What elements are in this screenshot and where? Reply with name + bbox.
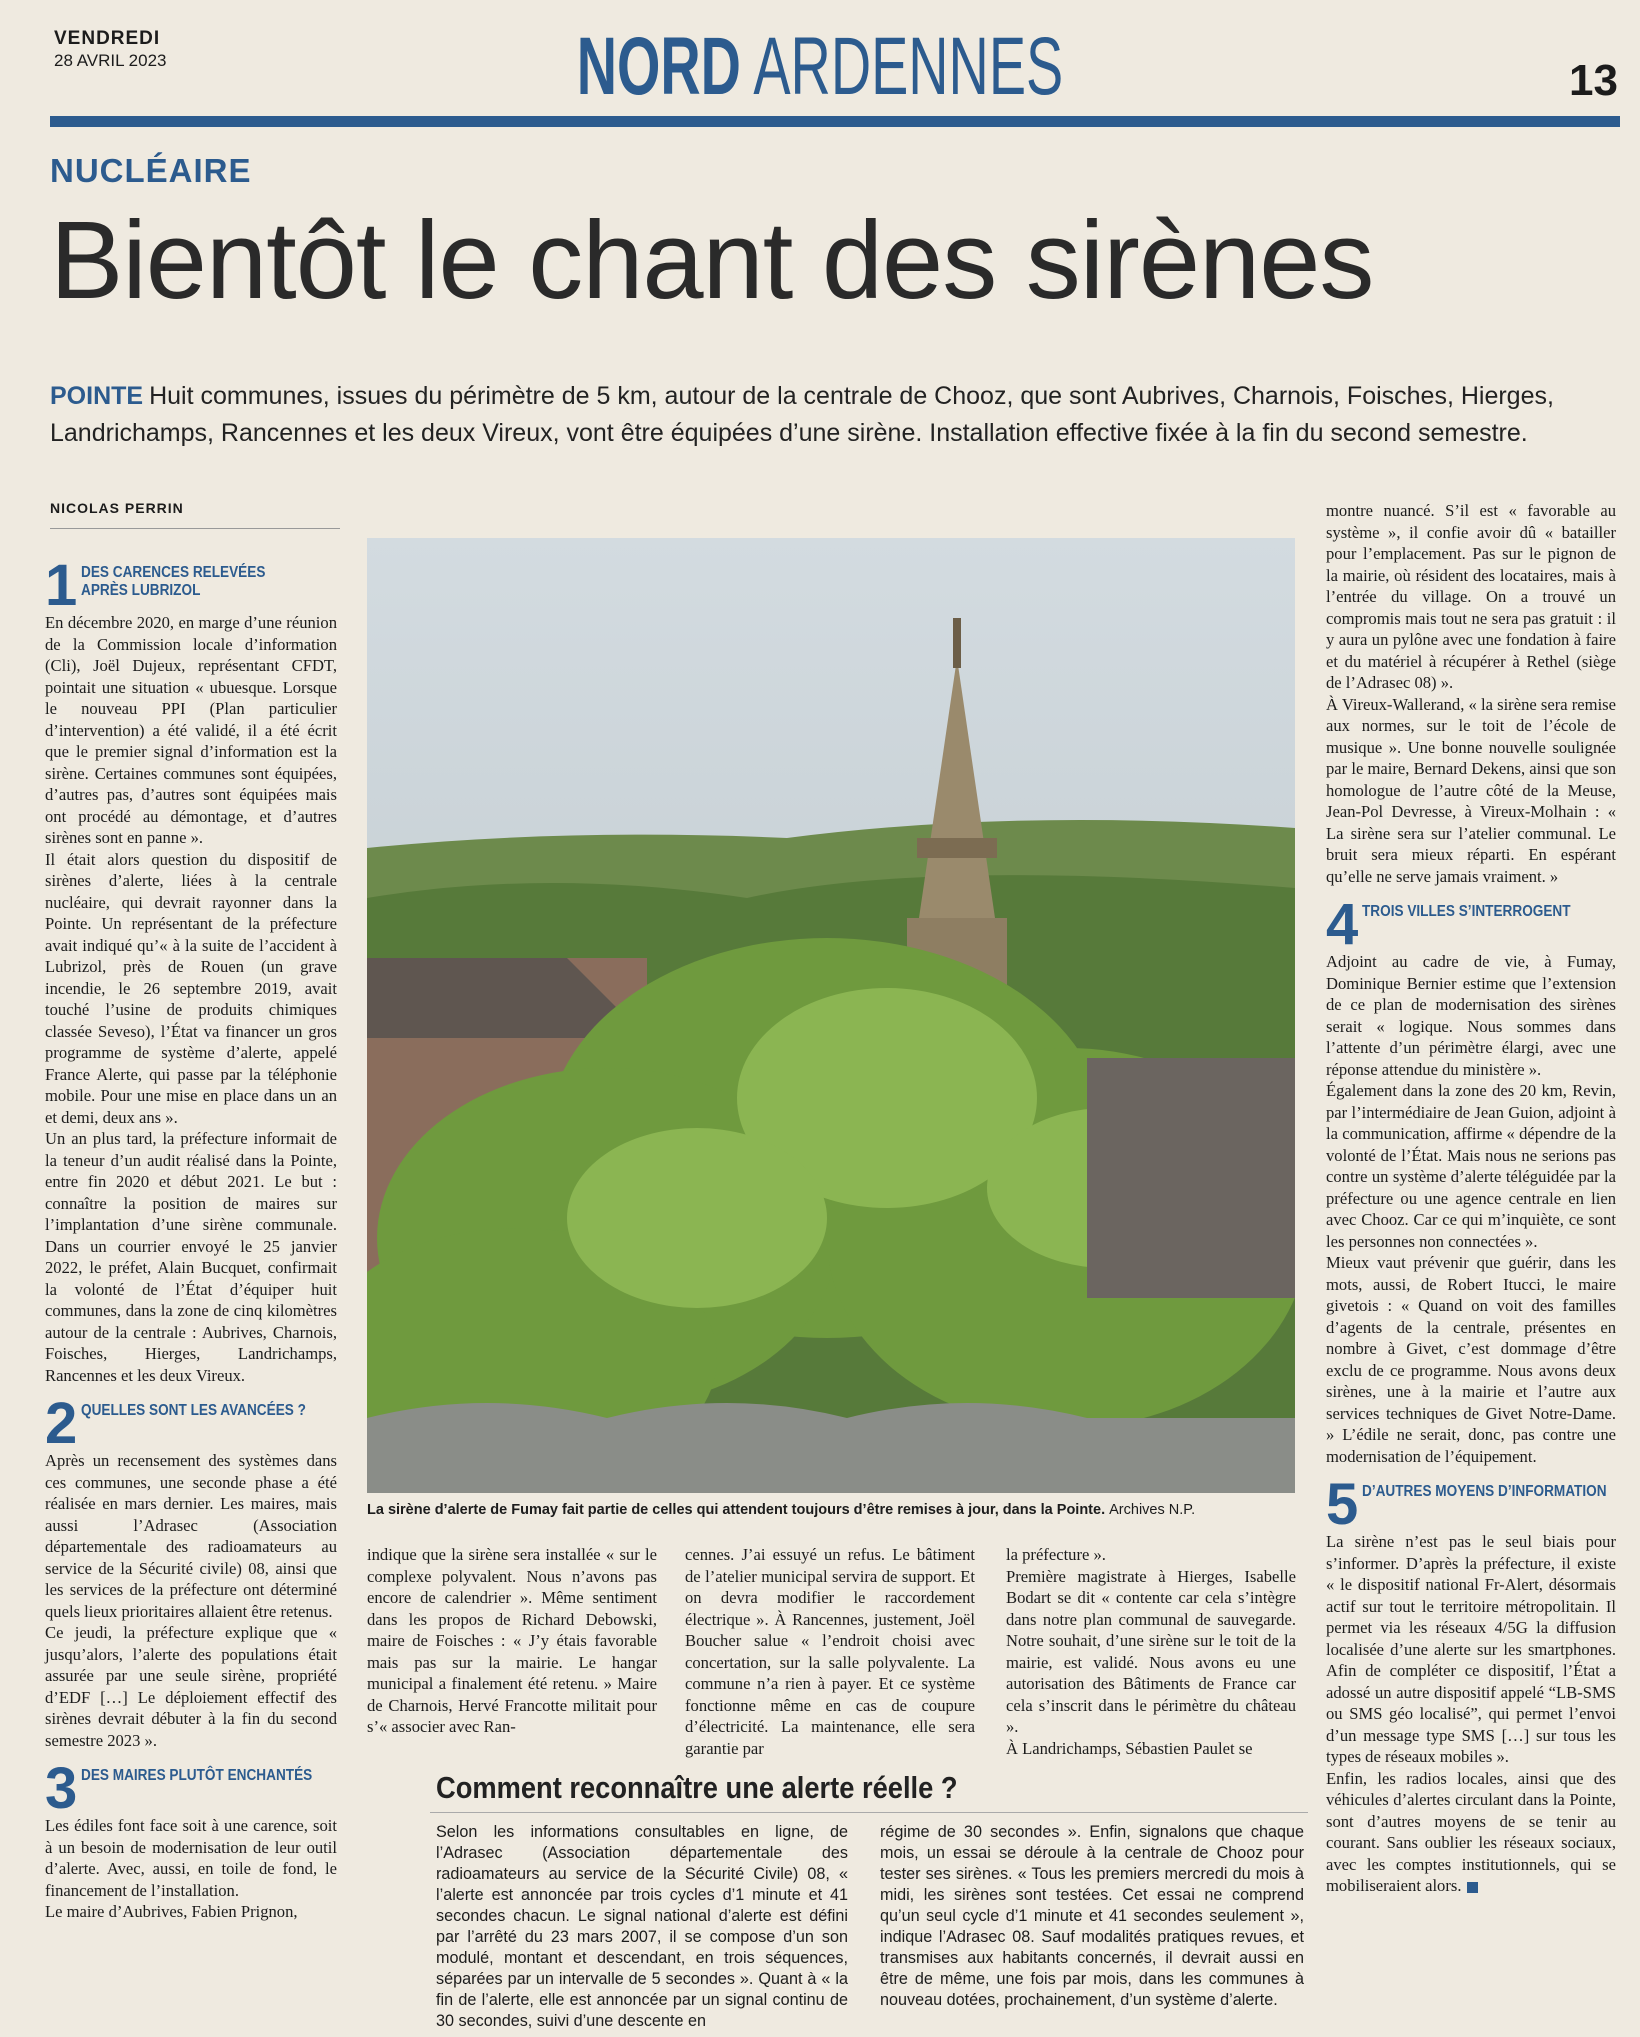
article-column-2 xyxy=(367,1544,657,1738)
byline-rule xyxy=(50,528,340,529)
section-title-bold: NORD xyxy=(576,21,741,112)
issue-date xyxy=(54,28,166,71)
paragraph: cennes. J’ai essuyé un refus. Le bâtiment de l’atelier municipal servira de support. Et on devra modifier le raccordement électrique ». À Rancennes, justement, Joël Boucher salue « l’endroit choisi avec concertation, sur la salle polyvalente. La commune n’a rien à payer. Et ce système fonctionne même en cas de coupure d’électricité. La maintenance, elle sera garantie par xyxy=(685,1545,975,1758)
paragraph: En décembre 2020, en marge d’une réunion de la Commission locale d’information (Cli), Joël Dujeux, représentant CFDT, pointait une situation « ubuesque. Lorsque le nouveau PPI (Plan particulier d’intervention) a été validé, il a été écrit que le premier signal d’information est la sirène. Certaines communes sont équipées, d’autres pas, d’autres sont équipées mais ont procédé au démontage, et d’autres sirènes sont en panne ». xyxy=(45,613,337,847)
closing-text: Enfin, les radios locales, ainsi que des véhicules d’alertes circulant dans la Pointe, sont d’autres moyens de se tenir au courant. Sans oublier les réseaux sociaux, avec les comptes institutionnels, qui se mobiliseraient alors. xyxy=(1326,1768,1616,1895)
paragraph: Mieux vaut prévenir que guérir, dans les mots, aussi, de Robert Itucci, le maire givetois : « Quand on voit des familles d’agents de la centrale, présentes en nombre à Givet, c’est dommage d’être exclu de ce programme. Nous avons deux sirènes, une à la mairie et l’autre aux services techniques de Givet Notre-Dame. » L’édile ne serait, donc, pas contre une modernisation de l’équipement. xyxy=(1326,1253,1616,1466)
paragraph: La sirène n’est pas le seul biais pour s’informer. D’après la préfecture, il existe « le dispositif national Fr-Alert, désormais actif sur tout le territoire métropolitain. Il permet via les réseaux 4/5G la diffusion localisée d’une alerte sur les smartphones. Afin de compléter ce dispositif, l’État a adossé un autre dispositif appelé “LB-SMS ou SMS géo localisé”, qui permet l’envoi d’un message type SMS […] sur tous les types de réseaux mobiles ». xyxy=(1326,1532,1616,1766)
end-mark-icon xyxy=(1467,1882,1478,1893)
paragraph: Adjoint au cadre de vie, à Fumay, Dominique Bernier estime que l’extension de ce plan de modernisation des sirènes serait « logique. Nous sommes dans l’attente d’un périmètre élargi, avec une réponse attendue du ministère ». xyxy=(1326,952,1616,1079)
photo-caption xyxy=(367,1502,1307,1518)
section-5-number: 5 xyxy=(1326,1472,1359,1537)
caption-text: La sirène d’alerte de Fumay fait partie de celles qui attendent toujours d’être remises à jour, dans la Pointe. xyxy=(367,1502,1106,1518)
article-column-4 xyxy=(1006,1544,1296,1759)
paragraph: Les édiles font face soit à une carence, soit à un besoin de modernisation de leur outil d’alerte. Avec, aussi, en toile de fond, le financement de l’installation. xyxy=(45,1816,337,1900)
article-kicker: NUCLÉAIRE xyxy=(50,152,252,189)
paragraph: Un an plus tard, la préfecture informait de la teneur d’un audit réalisé dans la Pointe, entre fin 2020 et début 2021. Le but : connaître la position de maires sur l’implantation d’une sirène communale. Dans un courrier envoyé le 25 janvier 2022, le préfet, Alain Bucquet, confirmait la volonté de l’État d’équiper huit communes, dans la zone de cinq kilomètres autour de la centrale : Aubrives, Charnois, Foisches, Hierges, Landrichamps, Rancennes et les deux Vireux. xyxy=(45,1129,337,1385)
paragraph: Le maire d’Aubrives, Fabien Prignon, xyxy=(45,1902,298,1921)
section-5-title: D’AUTRES MOYENS D’INFORMATION xyxy=(1362,1483,1607,1500)
paragraph xyxy=(1326,1768,1616,1897)
section-5-heading xyxy=(1326,1472,1616,1537)
section-3-heading xyxy=(45,1756,337,1821)
paragraph: indique que la sirène sera installée « sur le complexe polyvalent. Nous n’avons pas encore de calendrier ». Même sentiment dans les propos de Richard Debowski, maire de Foisches : « J’y étais favorable mais pas sur la mairie. Le hangar municipal a finalement été retenu. » Maire de Charnois, Hervé Francotte militait pour s’« associer avec Ran- xyxy=(367,1545,657,1736)
article-column-1 xyxy=(45,553,337,1923)
section-2-number: 2 xyxy=(45,1391,78,1456)
photo-credit: Archives N.P. xyxy=(1109,1502,1196,1518)
section-1-number: 1 xyxy=(45,553,78,618)
standfirst-text: Huit communes, issues du périmètre de 5 km, autour de la centrale de Chooz, que sont Aubrives, Charnois, Foisches, Hierges, Landrichamps, Rancennes et les deux Vireux, vont être équipées d’une sirène. Installation effective fixée à la fin du second semestre. xyxy=(50,382,1554,447)
paragraph: Ce jeudi, la préfecture explique que « jusqu’alors, l’alerte des populations était assurée par une seule sirène, propriété d’EDF […] Le déploiement effectif des sirènes devrait débuter à la fin du second semestre 2023 ». xyxy=(45,1623,337,1750)
page-number: 13 xyxy=(1569,56,1618,105)
section-title-light: ARDENNES xyxy=(753,21,1064,112)
section-1-heading xyxy=(45,553,337,618)
section-3-title: DES MAIRES PLUTÔT ENCHANTÉS xyxy=(81,1767,313,1784)
issue-date-text: 28 AVRIL 2023 xyxy=(54,50,167,70)
church-spire-photo xyxy=(367,538,1295,1493)
header-rule xyxy=(50,116,1620,127)
info-box xyxy=(430,1770,1308,2030)
section-1-title xyxy=(81,562,265,600)
article-column-5 xyxy=(1326,500,1616,1897)
info-box-title: Comment reconnaître une alerte réelle ? xyxy=(436,1770,958,1805)
section-4-number: 4 xyxy=(1326,892,1359,957)
section-2-heading xyxy=(45,1391,337,1456)
section-title xyxy=(262,21,1377,112)
section-1-title-line1: DES CARENCES RELEVÉES xyxy=(81,564,266,581)
paragraph: Il était alors question du dispositif de sirènes d’alerte, liées à la centrale nucléaire, qui devrait rayonner dans la Pointe. Un représentant de la préfecture avait indiqué qu’« à la suite de l’accident à Lubrizol, près de Rouen (un grave incendie, le 26 septembre 2019, avait touché l’usine de produits chimiques classée Seveso), l’État va financer un gros programme de système d’alerte, appelé France Alerte, qui passe par la téléphonie mobile. Pour une mise en place dans un an et demi, deux ans ». xyxy=(45,849,337,1127)
article-headline: Bientôt le chant des sirènes xyxy=(50,199,1374,322)
article-standfirst xyxy=(50,378,1595,452)
paragraph: À Landrichamps, Sébastien Paulet se xyxy=(1006,1738,1253,1758)
section-4-title: TROIS VILLES S’INTERROGENT xyxy=(1362,903,1571,920)
section-4-heading xyxy=(1326,892,1616,957)
section-1-title-line2: APRÈS LUBRIZOL xyxy=(81,582,201,599)
paragraph: la préfecture ». xyxy=(1006,1545,1106,1564)
section-2-title: QUELLES SONT LES AVANCÉES ? xyxy=(81,1402,307,1419)
paragraph: montre nuancé. S’il est « favorable au système », il confie avoir dû « batailler pour l’emplacement. Pas sur le pignon de la mairie, où résident des locataires, mais à l’entrée du village. On a trouvé un compromis mais tout ne sera pas gratuit : il y aura un pylône avec une fondation à faire et du matériel à récupérer à Rethel (siège de l’Adrasec 08) ». xyxy=(1326,501,1616,692)
info-box-column-2: régime de 30 secondes ». Enfin, signalons que chaque mois, un essai se déroule à la centrale de Chooz pour tester ses sirènes. « Tous les premiers mercredi du mois à midi, les sirènes sont testées. Cet essai ne comprend qu’un seul cycle d’1 minute et 41 secondes seulement », indique l’Adrasec 08. Sauf modalités pratiques revues, et transmises aux habitants concernés, il devrait aussi en être de même, une fois par mois, dans les communes à nouveau dotées, prochainement, d’un système d’alerte. xyxy=(880,1823,1304,2009)
paragraph: À Vireux-Wallerand, « la sirène sera remise aux normes, sur le toit de l’école de musique ». Une bonne nouvelle soulignée par le maire, Bernard Dekens, ainsi que son homologue de l’autre côté de la Meuse, Jean-Pol Devresse, à Vireux-Molhain : « La sirène sera sur l’atelier communal. Le bruit sera mieux réparti. En espérant qu’elle ne serve jamais vraiment. » xyxy=(1326,694,1616,886)
paragraph: Également dans la zone des 20 km, Revin, par l’intermédiaire de Jean Guion, adjoint à la communication, affirme « dépendre de la volonté de l’État. Mais nous ne serions pas contre un système d’alerte téléguidée par la préfecture ou une agence centrale en lien avec Chooz. Car ce qui m’inquiète, ce sont les personnes non connectées ». xyxy=(1326,1081,1616,1251)
article-column-3 xyxy=(685,1544,975,1759)
author-byline: NICOLAS PERRIN xyxy=(50,500,184,516)
paragraph: Première magistrate à Hierges, Isabelle Bodart se dit « contente car cela s’intègre dans notre plan communal de sauvegarde. Notre souhait, d’une sirène sur le toit de la mairie, est validé. Nous avons eu une autorisation des Bâtiments de France car cela s’inscrit dans le périmètre du château ». xyxy=(1006,1566,1296,1736)
paragraph: Après un recensement des systèmes dans ces communes, une seconde phase a été réalisée en mars dernier. Les maires, mais aussi l’Adrasec (Association départementale des radioamateurs au service de la Sécurité civile) 08, ainsi que les services de la préfecture ont déterminé quels lieux prioritaires allaient être retenus. xyxy=(45,1451,337,1621)
standfirst-lead: POINTE xyxy=(50,382,144,410)
article-photo xyxy=(367,538,1295,1493)
section-3-number: 3 xyxy=(45,1756,78,1821)
info-box-rule xyxy=(430,1812,1308,1813)
info-box-column-1: Selon les informations consultables en ligne, de l’Adrasec (Association départementale des radioamateurs au service de la Sécurité Civile) 08, « l’alerte est annoncée par trois cycles d’1 minute et 41 secondes chacun. Le signal national d’alerte est défini par l’arrêté du 23 mars 2007, il se compose d’un son modulé, montant et descendant, en trois séquences, séparées par un intervalle de 5 secondes ». Quant à « la fin de l’alerte, elle est annoncée par un signal continu de 30 secondes, suivi d’une descente en xyxy=(436,1823,848,2030)
issue-day: VENDREDI xyxy=(54,28,161,49)
